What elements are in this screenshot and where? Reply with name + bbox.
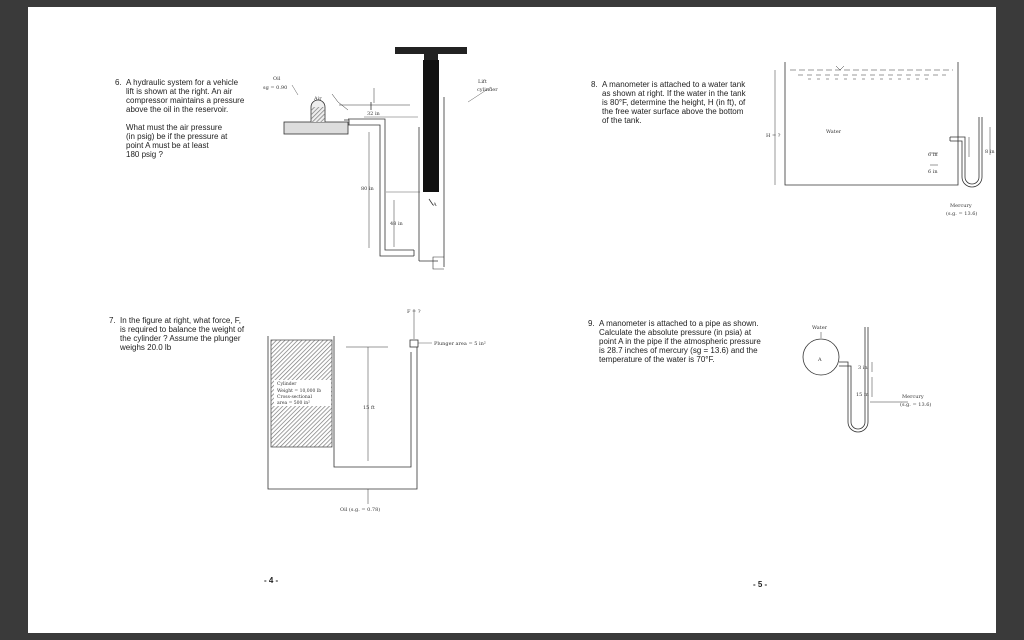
cylinder-weight: Weight = 10,000 lb (277, 389, 322, 394)
figure-6-hydraulic-lift (263, 47, 498, 269)
mercury-label: Mercury (902, 394, 924, 400)
problem-line: point A in the pipe if the atmospheric pressure (599, 337, 761, 346)
problem-line: is required to balance the weight of (120, 325, 245, 334)
oil-label: Oil (s.g. = 0.78) (340, 507, 381, 513)
page-number-right: - 5 - (753, 580, 768, 589)
problem-line: 180 psig ? (126, 150, 163, 159)
problem-line: is 80°F, determine the height, H (in ft), of (602, 98, 746, 107)
cylinder-label: Cylinder (277, 382, 297, 387)
document-page (28, 7, 996, 633)
lift-label: Lift (478, 79, 487, 85)
problem-line: of the tank. (602, 116, 642, 125)
problem-line: lift is shown at the right. An air (126, 87, 233, 96)
dim-80: 80 in (361, 186, 374, 192)
air-label: Air (314, 96, 322, 102)
point-a-label: A (818, 357, 822, 363)
figure-7-cylinder (268, 309, 486, 513)
h-label: H = ? (766, 133, 781, 139)
problem-line: the free water surface above the bottom (602, 107, 744, 116)
dim-3in: 3 in (858, 365, 868, 371)
mercury-sg: (s.g. = 13.6) (946, 211, 978, 217)
dim-6in-b: 6 in (928, 169, 938, 175)
page-number-left: - 4 - (264, 576, 279, 585)
problem-line: (in psig) be if the pressure at (126, 132, 228, 141)
problem-line: above the oil in the reservoir. (126, 105, 229, 114)
problem-line: is 28.7 inches of mercury (sg = 13.6) and the (599, 346, 758, 355)
figures (28, 7, 996, 633)
force-label: F = ? (407, 309, 421, 315)
problem-line: compressor maintains a pressure (126, 96, 245, 105)
lift-platform (395, 47, 467, 54)
lift-label-2: cylinder (477, 87, 498, 93)
dim-8in: 8 in (985, 149, 995, 155)
lift-cylinder (423, 60, 439, 192)
problem-line: In the figure at right, what force, F, (120, 316, 241, 325)
oil-label: Oil (273, 76, 281, 82)
dim-15in: 15 in (856, 392, 869, 398)
problem-number: 7. (109, 316, 116, 325)
problem-line: weighs 20.0 lb (120, 343, 172, 352)
problem-number: 6. (115, 78, 122, 87)
cylinder-area-label: Cross-sectional (277, 395, 312, 400)
problem-line: What must the air pressure (126, 123, 223, 132)
problem-line: A manometer is attached to a pipe as shown. (599, 319, 759, 328)
problem-line: A manometer is attached to a water tank (602, 80, 746, 89)
problem-line: as shown at right. If the water in the tank (602, 89, 746, 98)
mercury-sg: (s.g. = 13.6) (900, 402, 932, 408)
problem-line: A hydraulic system for a vehicle (126, 78, 239, 87)
dim-48: 48 in (390, 221, 403, 227)
cylinder-area: area = 500 in² (277, 401, 310, 406)
problem-line: the cylinder ? Assume the plunger (120, 334, 241, 343)
water-label: Water (812, 325, 828, 331)
mercury-label: Mercury (950, 203, 972, 209)
problem-number: 8. (591, 80, 598, 89)
dim-15ft: 15 ft (363, 405, 375, 411)
water-label: Water (826, 129, 842, 135)
problem-number: 9. (588, 319, 595, 328)
sg-label: sg = 0.90 (263, 85, 288, 91)
problem-line: temperature of the water is 70°F. (599, 355, 715, 364)
figure-8-water-tank (766, 62, 995, 217)
plunger-label: Plunger area = 5 in² (434, 341, 486, 347)
point-a-label: A (433, 202, 437, 208)
tank (785, 62, 958, 185)
problem-line: Calculate the absolute pressure (in psia) at (599, 328, 752, 337)
figure-9-pipe-manometer (803, 325, 931, 432)
dim-6in-a: 6 in (928, 152, 938, 158)
dim-32: 32 in (367, 111, 380, 117)
problem-line: point A must be at least (126, 141, 209, 150)
